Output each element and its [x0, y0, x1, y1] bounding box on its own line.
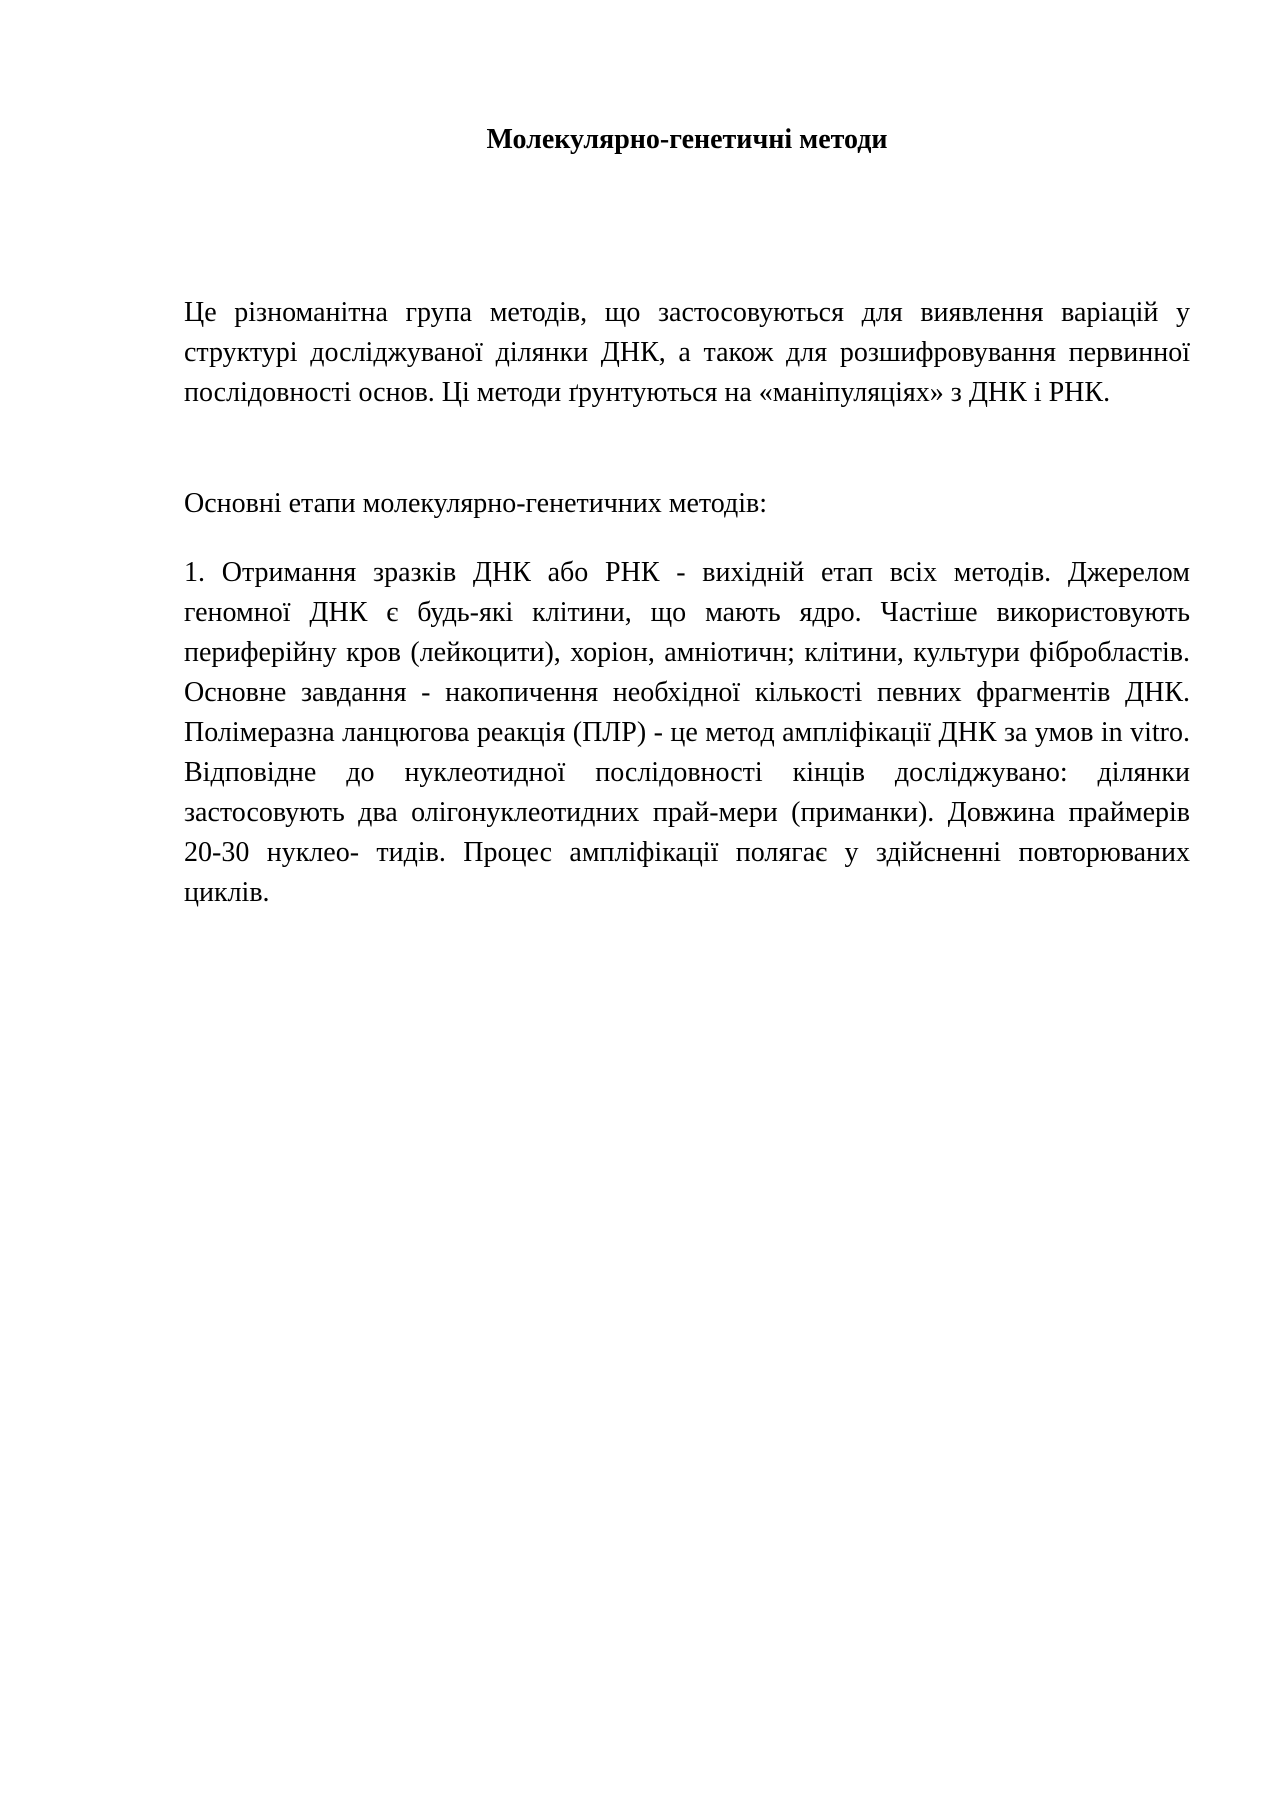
stage-1-paragraph: 1. Отримання зразків ДНК або РНК - вихідній етап всіх методів. Джерелом геномної ДНК є будь-які клітини, що мають ядро. Частіше використовують периферійну кров (лейкоцити), хоріон, амніотичн; клітини, культури фібробластів. Основне завдання - накопичення необхідної кількості певних фрагментів ДНК. Полімеразна ланцюгова реакція (ПЛР) - це метод ампліфікації ДНК за умов in vitro. Відповідне до нуклеотидної послідовності кінців досліджувано: ділянки застосовують два олігонуклеотидних прай-мери (приманки). Довжина праймерів 20-30 нуклео- тидів. Процес ампліфікації полягає у здійсненні повторюваних циклів.: [184, 557, 1190, 908]
stages-heading-paragraph: Основні етапи молекулярно-генетичних методів:: [184, 488, 767, 519]
page-title: Молекулярно-генетичні методи: [486, 124, 888, 155]
intro-paragraph: Це різноманітна група методів, що застосовуються для виявлення варіацій у структурі досліджуваної ділянки ДНК, а також для розшифровування первинної послідовності основ. Ці методи ґрунтуються на «маніпуляціях» з ДНК і РНК.: [184, 297, 1190, 408]
